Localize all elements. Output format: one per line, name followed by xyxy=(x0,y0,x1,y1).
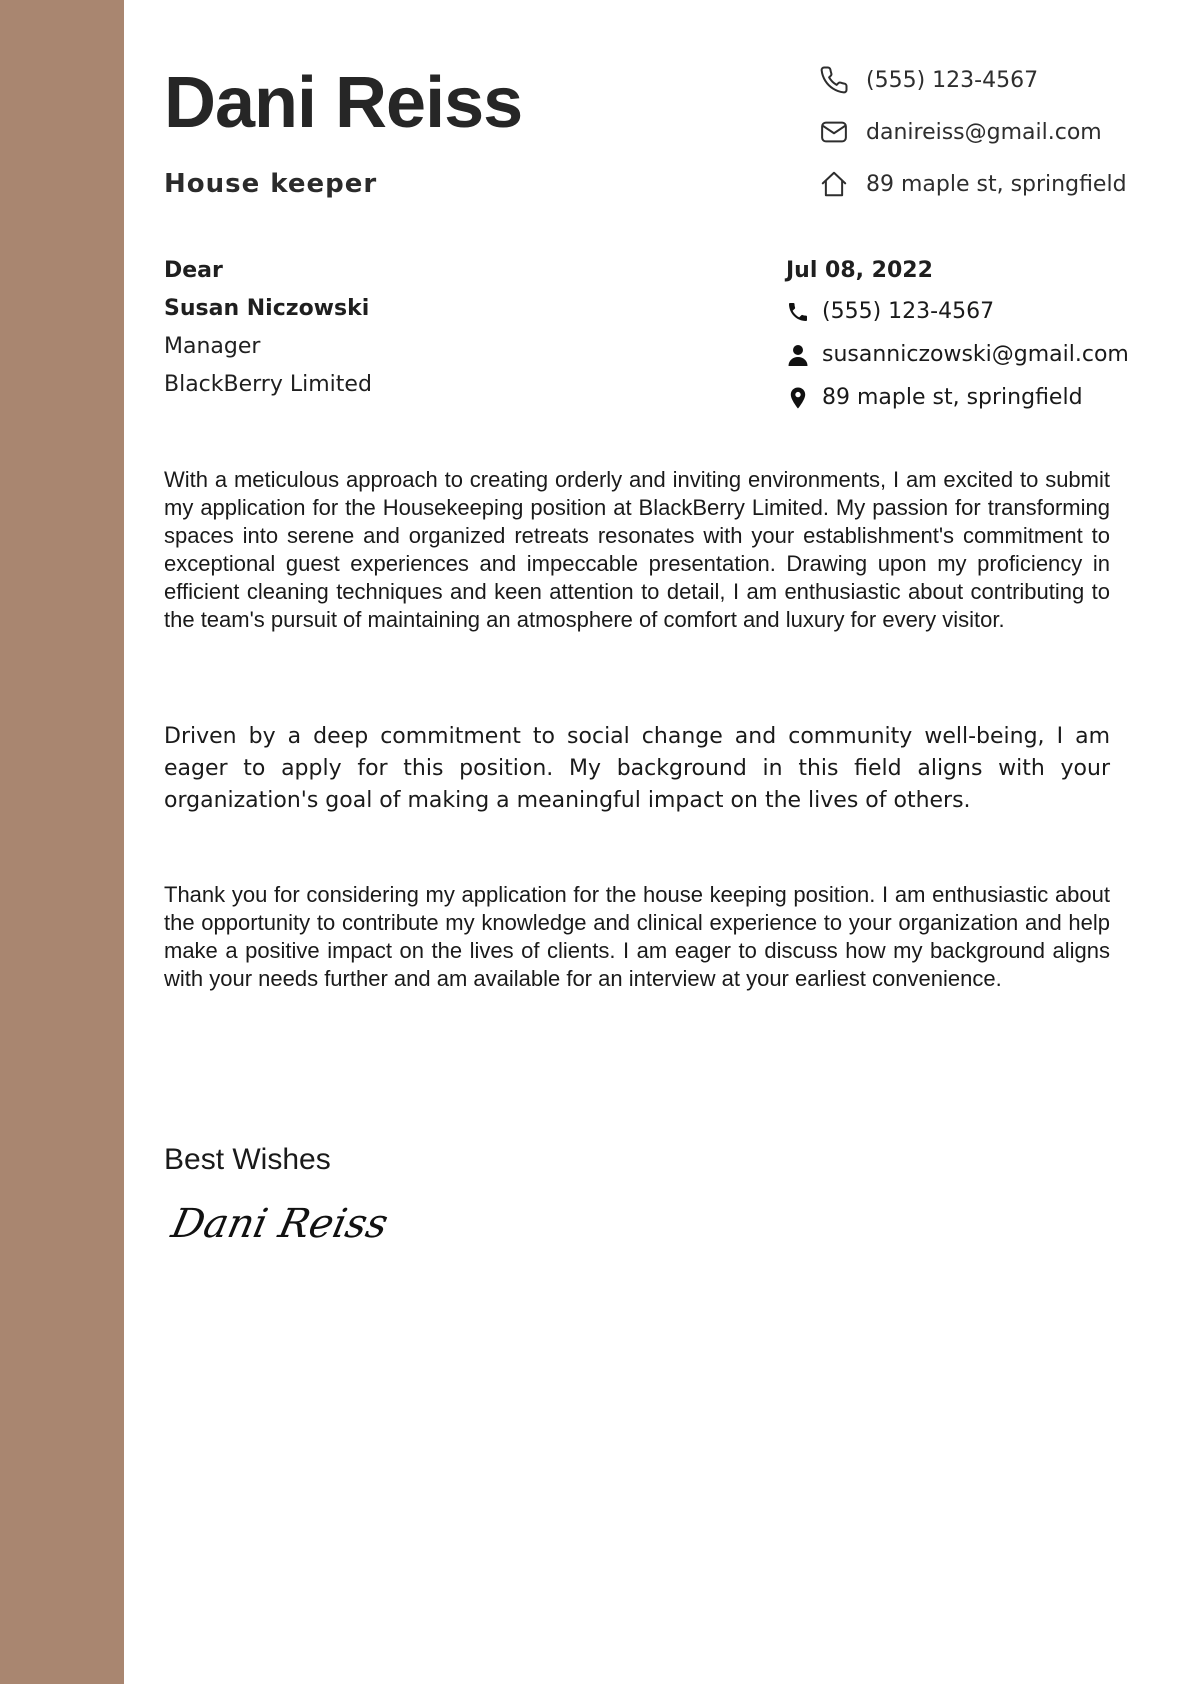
letter-info-block xyxy=(786,252,1166,419)
info-address xyxy=(786,376,1166,419)
info-phone xyxy=(786,290,1166,333)
applicant-address xyxy=(818,158,1158,210)
body-paragraph-3: Thank you for considering my application for the house keeping position. I am enthusiastic about the opportunity to contribute my knowledge and clinical experience to your organization and help make a positive impact on the lives of clients. I am eager to discuss how my background aligns with your needs further and am available for an interview at your earliest convenience. xyxy=(164,882,1110,991)
accent-sidebar xyxy=(0,0,124,1684)
applicant-phone-text: (555) 123-4567 xyxy=(866,67,1039,93)
applicant-phone xyxy=(818,54,1158,106)
signature: Dani Reiss xyxy=(167,1201,393,1247)
job-title: House keeper xyxy=(164,169,378,199)
applicant-email-text: danireiss@gmail.com xyxy=(866,119,1102,145)
home-outline-icon xyxy=(818,168,850,200)
info-address-text: 89 maple st, springfield xyxy=(822,385,1083,410)
info-phone-text: (555) 123-4567 xyxy=(822,299,995,324)
applicant-address-text: 89 maple st, springfield xyxy=(866,171,1127,197)
recipient-block xyxy=(164,252,372,404)
letter-date: Jul 08, 2022 xyxy=(786,258,933,283)
salutation: Dear xyxy=(164,258,223,283)
applicant-email xyxy=(818,106,1158,158)
map-pin-solid-icon xyxy=(786,386,810,410)
recipient-name: Susan Niczowski xyxy=(164,296,370,321)
phone-outline-icon xyxy=(818,64,850,96)
mail-outline-icon xyxy=(818,116,850,148)
applicant-contact-list xyxy=(818,54,1158,210)
closing-text: Best Wishes xyxy=(164,1143,331,1176)
recipient-company: BlackBerry Limited xyxy=(164,372,372,397)
body-paragraph-1: With a meticulous approach to creating orderly and inviting environments, I am excited to submit my application for the Housekeeping position at BlackBerry Limited. My passion for transforming spaces into serene and organized retreats resonates with your establishment's commitment to exceptional guest experiences and impeccable presentation. Drawing upon my proficiency in efficient cleaning techniques and keen attention to detail, I am enthusiastic about contributing to the team's pursuit of maintaining an atmosphere of comfort and luxury for every visitor. xyxy=(164,467,1110,632)
info-email xyxy=(786,333,1166,376)
body-paragraph-2: Driven by a deep commitment to social change and community well-being, I am eager to apply for this position. My background in this field aligns with your organization's goal of making a meaningful impact on the lives of others. xyxy=(164,724,1110,813)
info-email-text: susanniczowski@gmail.com xyxy=(822,342,1129,367)
phone-solid-icon xyxy=(786,300,810,324)
recipient-role: Manager xyxy=(164,334,261,359)
applicant-name: Dani Reiss xyxy=(164,63,523,143)
user-solid-icon xyxy=(786,343,810,367)
